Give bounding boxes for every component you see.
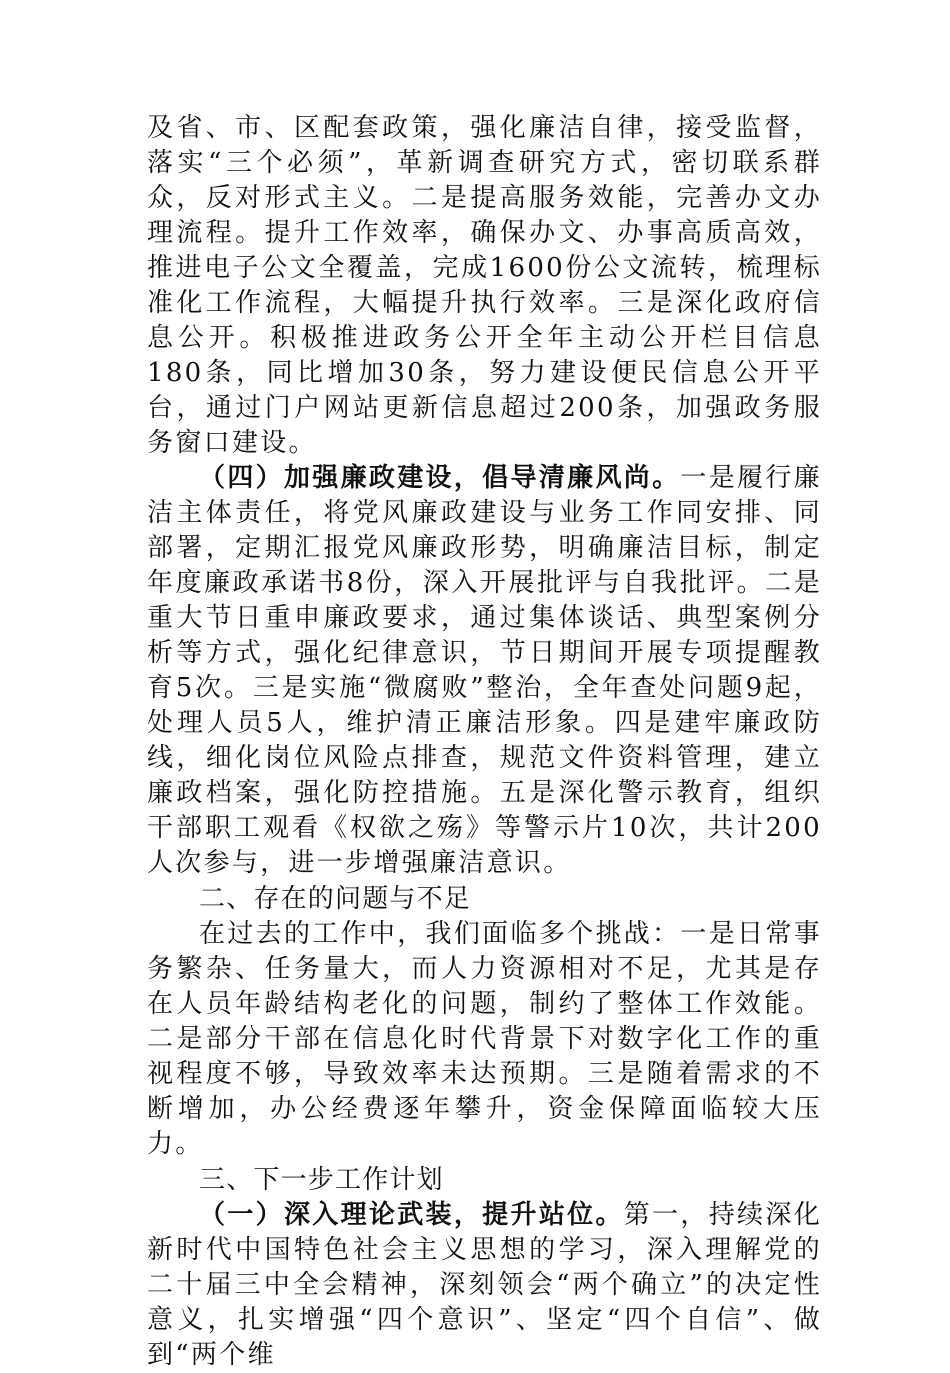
paragraph-plan-lead: （一）深入理论武装，提升站位。 — [199, 1200, 624, 1230]
paragraph-integrity — [147, 461, 822, 881]
paragraph-problems: 在过去的工作中，我们面临多个挑战：一是日常事务繁杂、任务量大，而人力资源相对不足，尤其是存在人员年龄结构老化的问题，制约了整体工作效能。二是部分干部在信息化时代背景下对数字化工作的重视程度不够，导致效率未达预期。三是随着需求的不断增加，办公经费逐年攀升，资金保障面临较大压力。 — [147, 919, 822, 1159]
paragraph-plan — [147, 1198, 822, 1373]
section-heading-problems: 二、存在的问题与不足 — [199, 884, 472, 914]
paragraph-plan-body: 第一，持续深化新时代中国特色社会主义思想的学习，深入理解党的二十届三中全会精神，深刻领会“两个确立”的决定性意义，扎实增强“四个意识”、坚定“四个自信”、做到“两个维 — [147, 1200, 822, 1370]
paragraph-continuation: 及省、市、区配套政策，强化廉洁自律，接受监督，落实“三个必须”，革新调查研究方式，密切联系群众，反对形式主义。二是提高服务效能，完善办文办理流程。提升工作效率，确保办文、办事高质高效，推进电子公文全覆盖，完成1600份公文流转，梳理标准化工作流程，大幅提升执行效率。三是深化政府信息公开。积极推进政务公开全年主动公开栏目信息180条，同比增加30条，努力建设便民信息公开平台，通过门户网站更新信息超过200条，加强政务服务窗口建设。 — [147, 113, 822, 458]
section-heading-plan: 三、下一步工作计划 — [199, 1165, 444, 1195]
paragraph-integrity-body: 一是履行廉洁主体责任，将党风廉政建设与业务工作同安排、同部署，定期汇报党风廉政形势，明确廉洁目标，制定年度廉政承诺书8份，深入开展批评与自我批评。二是重大节日重申廉政要求，通过集体谈话、典型案例分析等方式，强化纪律意识，节日期间开展专项提醒教育5次。三是实施“微腐败”整治，全年查处问题9起，处理人员5人，维护清正廉洁形象。四是建牢廉政防线，细化岗位风险点排查，规范文件资料管理，建立廉政档案，强化防控措施。五是深化警示教育，组织干部职工观看《权欲之殇》等警示片10次，共计200人次参与，进一步增强廉洁意识。 — [147, 463, 822, 878]
paragraph-integrity-lead: （四）加强廉政建设，倡导清廉风尚。 — [199, 463, 681, 493]
